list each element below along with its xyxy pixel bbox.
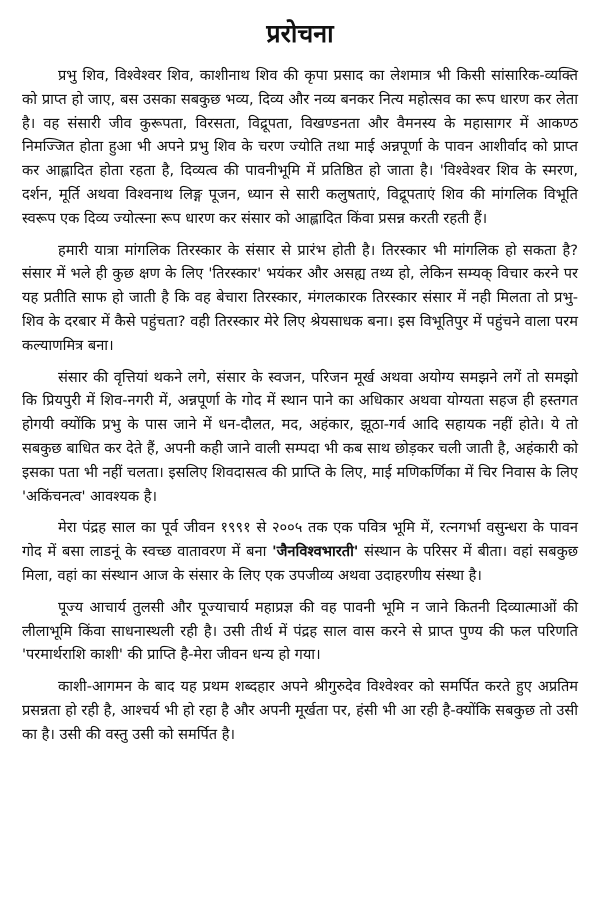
page-title: प्ररोचना [266, 19, 334, 48]
paragraph-3: संसार की वृत्तियां थकने लगे, संसार के स्वजन, परिजन मूर्ख अथवा अयोग्य समझने लगें तो समझो कि प्रियपुरी में शिव-नगरी में, अन्नपूर्णा के गोद में स्थान पाने का अधिकार अथवा योग्यता सहज ही हस्तगत होगयी क्योंकि प्रभु के पास जाने में धन-दौलत, मद, अहंकार, झूठा-गर्व आदि सहायक नहीं होते। ये तो सबकुछ बाधित कर देते हैं, अपनी कही जाने वाली सम्पदा भी कब साथ छोड़कर चली जाती है, अहंकारी को इसका पता भी नहीं चलता। इसलिए शिवदासत्व की प्राप्ति के लिए, माई मणिकर्णिका में चिर निवास के लिए 'अकिंचनत्व' आवश्यक है। [22, 368, 578, 505]
paragraph-1: प्रभु शिव, विश्वेश्वर शिव, काशीनाथ शिव की कृपा प्रसाद का लेशमात्र भी किसी सांसारिक-व्यक्ति को प्राप्त हो जाए, बस उसका सबकुछ भव्य, दिव्य और नव्य बनकर नित्य महोत्सव का रूप धारण कर लेता है। वह संसारी जीव कुरूपता, विरसता, विद्रूपता, विखण्डनता और वैमनस्य के महासागर में आकण्ठ निमज्जित होता हुआ भी अपने प्रभु शिव के चरण ज्योति तथा माई अन्नपूर्णा के पावन आशीर्वाद को प्राप्त कर आह्लादित होता रहता है, दिव्यत्व की पावनीभूमि में प्रतिष्ठित हो जाता है। 'विश्वेश्वर शिव के स्मरण, दर्शन, मूर्ति अथवा विश्वनाथ लिङ्ग पूजन, ध्यान से सारी कलुषताएं, विद्रूपताएं शिव की मांगलिक विभूति स्वरूप एक दिव्य ज्योत्स्ना रूप धारण कर संसार को आह्लादित किंवा प्रसन्न करती रहती हैं। [22, 67, 578, 227]
paragraph-4-text-start: मेरा पंद्रह साल का पूर्व जीवन १९९१ से २००५ तक एक पवित्र भूमि में, रत्नगर्भा वसुन्धरा के पावन गोद में बसा लाडनूं के स्वच्छ वातावरण में बना [22, 519, 578, 561]
paragraph-6: काशी-आगमन के बाद यह प्रथम शब्दहार अपने श्रीगुरुदेव विश्वेश्वर को समर्पित करते हुए अप्रतिम प्रसन्नता हो रही है, आश्चर्य भी हो रहा है और अपनी मूर्खता पर, हंसी भी आ रही है-क्योंकि सबकुछ तो उसी का है। उसी की वस्तु उसी को समर्पित है। [22, 678, 578, 743]
paragraph-4-text-end: संस्थान के परिसर में बीता। वहां सबकुछ मिला, वहां का संस्थान आज के संसार के लिए एक उपजीव्य अथवा उदाहरणीय संस्था है। [22, 543, 579, 584]
institution-name: 'जैनविश्वभारती' [272, 543, 359, 561]
paragraph-2: हमारी यात्रा मांगलिक तिरस्कार के संसार से प्रारंभ होती है। तिरस्कार भी मांगलिक हो सकता है? संसार में भले ही कुछ क्षण के लिए 'तिरस्कार' भयंकर और असह्य तथ्य हो, लेकिन सम्यक् विचार करने पर यह प्रतीति साफ हो जाती है कि वह बेचारा तिरस्कार, मंगलकारक तिरस्कार संसार में नही मिलता तो प्रभु-शिव के दरबार में कैसे पहुंचता? वही तिरस्कार मेरे लिए श्रेयसाधक बना। इस विभूतिपुर में पहुंचने वाला परम कल्याणमित्र बना। [22, 241, 578, 354]
paragraph-4 [22, 516, 578, 587]
paragraph-5: पूज्य आचार्य तुलसी और पूज्याचार्य महाप्रज्ञ की वह पावनी भूमि न जाने कितनी दिव्यात्माओं की लीलाभूमि किंवा साधनास्थली रही है। उसी तीर्थ में पंद्रह साल वास करने से प्राप्त पुण्य की फल परिणति 'परमार्थराशि काशी' की प्राप्ति है-मेरा जीवन धन्य हो गया। [22, 598, 578, 664]
